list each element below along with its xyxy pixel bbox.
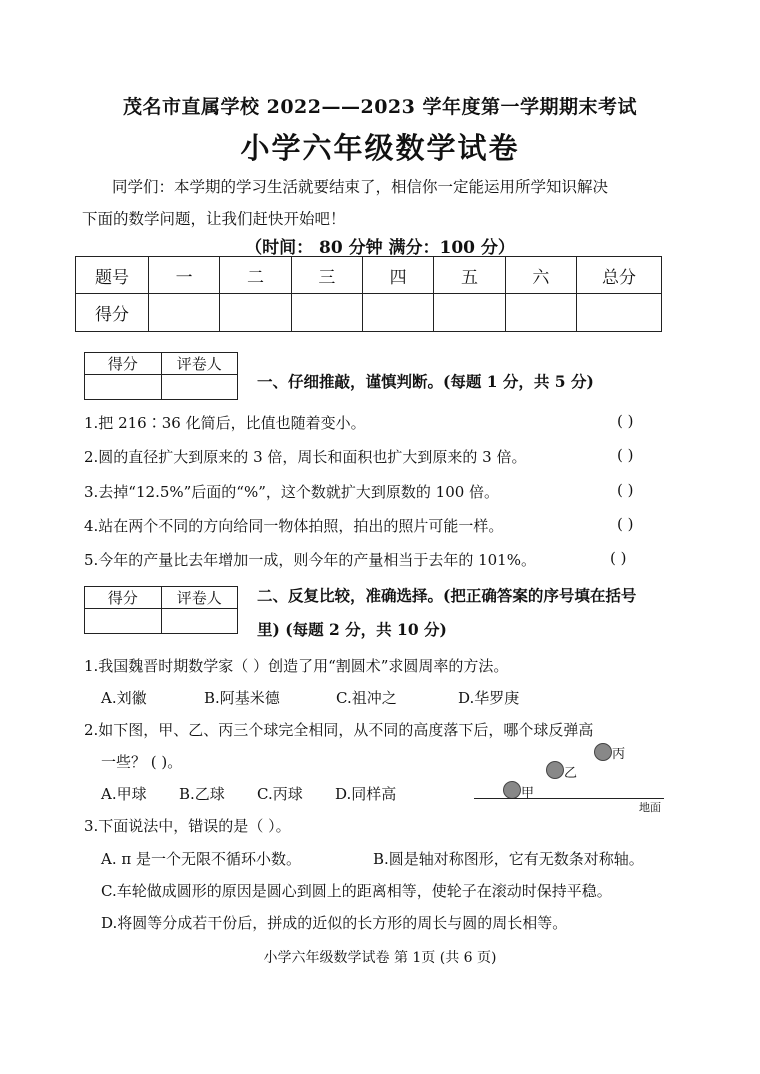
grader-name-cell[interactable] [161,375,238,400]
section-1-title: 一、仔细推敲，谨慎判断。(每题 1 分，共 5 分) [257,372,594,391]
score-header-cell: 题号 [76,257,149,294]
ball-jia [503,781,521,799]
score-table-header-row [76,257,662,294]
score-cell[interactable] [362,294,433,332]
option-d[interactable]: D.同样高 [335,785,397,803]
option-c[interactable]: C.丙球 [257,785,303,803]
answer-paren[interactable]: ( ) [610,549,627,567]
score-cell[interactable] [505,294,576,332]
question-1-1: 1.把 216∶36 化简后，比值也随着变小。 [84,414,366,432]
question-2-1: 1.我国魏晋时期数学家（ ）创造了用“割圆术”求圆周率的方法。 [84,657,509,675]
exam-subtitle: 小学六年级数学试卷 [240,131,520,165]
grader-score-label: 得分 [85,587,162,609]
answer-paren[interactable]: ( ) [617,515,634,533]
score-header-cell: 一 [149,257,220,294]
option-a[interactable]: A. π 是一个无限不循环小数。 [101,850,301,868]
question-2-2-cont: 一些？ ( )。 [101,753,183,771]
score-header-cell: 四 [362,257,433,294]
grader-table-1 [84,352,238,400]
option-a[interactable]: A.甲球 [101,785,147,803]
grader-score-cell[interactable] [85,609,162,634]
option-b[interactable]: B.圆是轴对称图形，它有无数条对称轴。 [373,850,644,868]
intro-line-1: 同学们：本学期的学习生活就要结束了，相信你一定能运用所学知识解决 [112,178,609,196]
score-cell[interactable] [149,294,220,332]
ground-label: 地面 [639,801,661,814]
section-2-title-line-2: 里) (每题 2 分，共 10 分) [257,620,447,639]
score-cell[interactable] [291,294,362,332]
section-2-title-line-1: 二、反复比较，准确选择。(把正确答案的序号填在括号 [257,586,637,605]
question-2-2: 2.如下图，甲、乙、丙三个球完全相同，从不同的高度落下后，哪个球反弹高 [84,721,594,739]
score-cell[interactable] [220,294,291,332]
option-b[interactable]: B.阿基米德 [204,689,280,707]
option-c[interactable]: C.祖冲之 [336,689,397,707]
score-row-label: 得分 [76,294,149,332]
score-cell[interactable] [577,294,662,332]
grader-name-label: 评卷人 [161,587,238,609]
option-b[interactable]: B.乙球 [179,785,225,803]
grader-score-cell[interactable] [85,375,162,400]
answer-paren[interactable]: ( ) [617,412,634,430]
question-1-2: 2.圆的直径扩大到原来的 3 倍，周长和面积也扩大到原来的 3 倍。 [84,448,527,466]
ground-line [474,798,664,799]
score-header-cell: 二 [220,257,291,294]
score-header-cell: 三 [291,257,362,294]
question-1-4: 4.站在两个不同的方向给同一物体拍照，拍出的照片可能一样。 [84,517,504,535]
ball-label: 甲 [521,786,535,801]
score-header-cell: 总分 [577,257,662,294]
ball-bing [594,743,612,761]
option-c[interactable]: C.车轮做成圆形的原因是圆心到圆上的距离相等，使轮子在滚动时保持平稳。 [101,882,612,900]
ball-label: 丙 [612,747,626,762]
grader-name-cell[interactable] [161,609,238,634]
grader-score-label: 得分 [85,353,162,375]
question-1-5: 5.今年的产量比去年增加一成，则今年的产量相当于去年的 101%。 [84,551,536,569]
ball-yi [546,761,564,779]
option-d[interactable]: D.华罗庚 [458,689,520,707]
page-footer: 小学六年级数学试卷 第 1页 (共 6 页) [263,950,497,966]
intro-line-2: 下面的数学问题，让我们赶快开始吧！ [82,210,346,228]
score-table-score-row [76,294,662,332]
score-cell[interactable] [434,294,505,332]
answer-paren[interactable]: ( ) [617,481,634,499]
score-header-cell: 六 [505,257,576,294]
time-info: （时间： 80 分钟 满分：100 分） [245,238,515,258]
option-d[interactable]: D.将圆等分成若干份后，拼成的近似的长方形的周长与圆的周长相等。 [101,914,568,932]
question-1-3: 3.去掉“12.5%”后面的“%”，这个数就扩大到原数的 100 倍。 [84,483,500,501]
question-2-3: 3.下面说法中，错误的是（ ）。 [84,817,291,835]
grader-table-2 [84,586,238,634]
grader-name-label: 评卷人 [161,353,238,375]
exam-title: 茂名市直属学校 2022——2023 学年度第一学期期末考试 [123,96,637,118]
ball-label: 乙 [564,766,578,781]
answer-paren[interactable]: ( ) [617,446,634,464]
score-header-cell: 五 [434,257,505,294]
option-a[interactable]: A.刘徽 [101,689,147,707]
score-table [75,256,662,332]
